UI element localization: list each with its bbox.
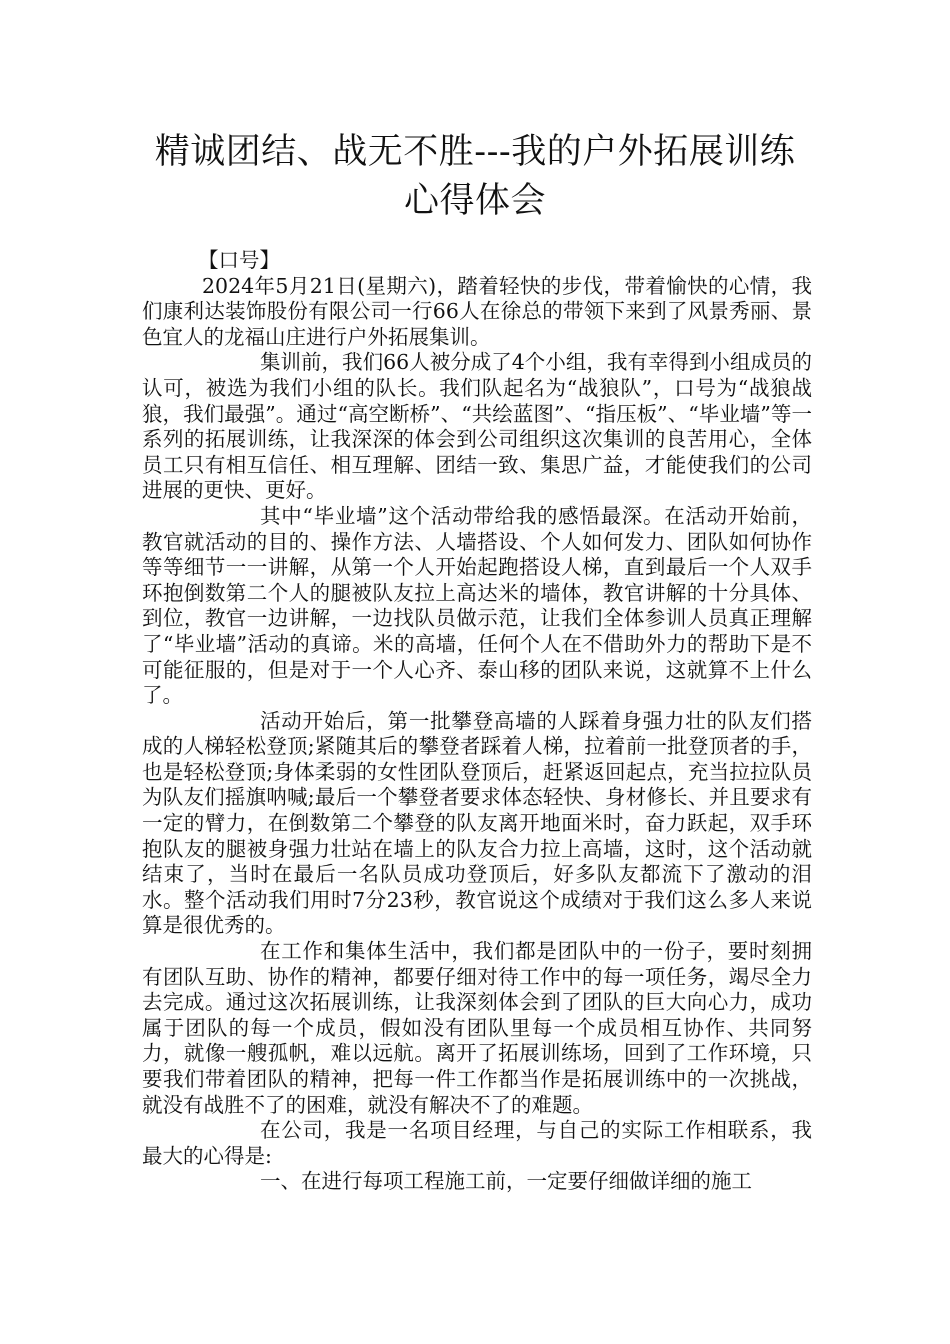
- section-label: 【口号】: [198, 248, 280, 272]
- document-title: [130, 128, 820, 226]
- paragraph-3: 其中“毕业墙”这个活动带给我的感悟最深。在活动开始前，教官就活动的目的、操作方法、人墙搭设、个人如何发力、团队如何协作等等细节一一讲解，从第一个人开始起跑搭设人梯，直到最后一个人双手环抱倒数第二个人的腿被队友拉上高达米的墙体，教官讲解的十分具体、到位，教官一边讲解，一边找队员做示范，让我们全体参训人员真正理解了“毕业墙”活动的真谛。米的高墙，任何个人在不借助外力的帮助下是不可能征服的，但是对于一个人心齐、泰山移的团队来说，这就算不上什么了。: [142, 503, 812, 708]
- title-line-2: 心得体会: [403, 181, 546, 221]
- paragraph-4: 活动开始后，第一批攀登高墙的人踩着身强力壮的队友们搭成的人梯轻松登顶;紧随其后的攀登者踩着人梯，拉着前一批登顶者的手，也是轻松登顶;身体柔弱的女性团队登顶后，赶紧返回起点，充当拉拉队员为队友们摇旗呐喊;最后一个攀登者要求体态轻快、身材修长、并且要求有一定的臂力，在倒数第二个攀登的队友离开地面米时，奋力跃起，双手环抱队友的腿被身强力壮站在墙上的队友合力拉上高墙，这时，这个活动就结束了，当时在最后一名队员成功登顶后，好多队友都流下了激动的泪水。整个活动我们用时7分23秒，教官说这个成绩对于我们这么多人来说算是很优秀的。: [142, 708, 812, 938]
- paragraph-1: 2024年5月21日(星期六)，踏着轻快的步伐，带着愉快的心情，我们康利达装饰股份有限公司一行66人在徐总的带领下来到了风景秀丽、景色宜人的龙福山庄进行户外拓展集训。: [142, 273, 812, 349]
- paragraph-2: 集训前，我们66人被分成了4个小组，我有幸得到小组成员的认可，被选为我们小组的队长。我们队起名为“战狼队”，口号为“战狼战狼，我们最强”。通过“高空断桥”、“共绘蓝图”、“指压板”、“毕业墙”等一系列的拓展训练，让我深深的体会到公司组织这次集训的良苦用心，全体员工只有相互信任、相互理解、团结一致、集思广益，才能使我们的公司进展的更快、更好。: [142, 350, 812, 503]
- paragraph-7: 一、在进行每项工程施工前，一定要仔细做详细的施工: [260, 1169, 752, 1194]
- document-body: [142, 248, 812, 1195]
- paragraph-6: 在公司，我是一名项目经理，与自己的实际工作相联系，我最大的心得是:: [142, 1118, 812, 1168]
- paragraph-5: 在工作和集体生活中，我们都是团队中的一份子，要时刻拥有团队互助、协作的精神，都要仔细对待工作中的每一项任务，竭尽全力去完成。通过这次拓展训练，让我深刻体会到了团队的巨大向心力，成功属于团队的每一个成员，假如没有团队里每一个成员相互协作、共同努力，就像一艘孤帆，难以远航。离开了拓展训练场，回到了工作环境，只要我们带着团队的精神，把每一件工作都当作是拓展训练中的一次挑战，就没有战胜不了的困难，就没有解决不了的难题。: [142, 939, 812, 1117]
- title-line-1: 精诚团结、战无不胜---我的户外拓展训练: [154, 132, 796, 172]
